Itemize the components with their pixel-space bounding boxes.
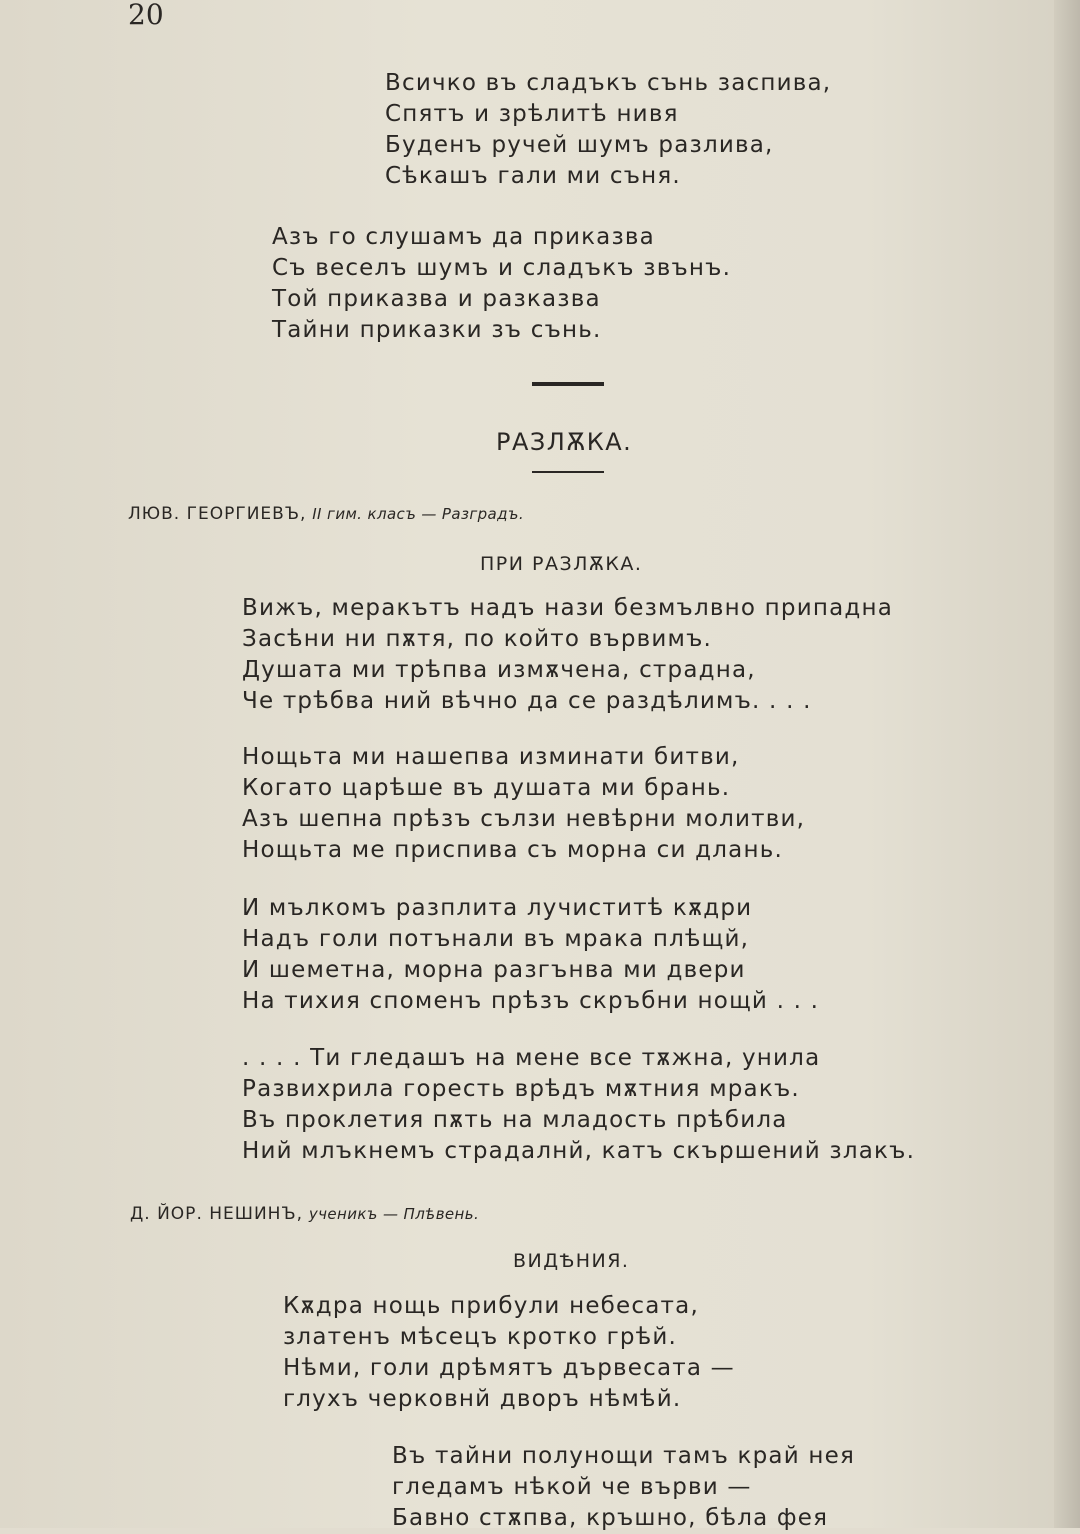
verse-line: Нощьта ме приспива съ морна си длань. [242, 837, 783, 863]
verse-line: И мълкомъ разплита лучиститѣ кѫдри [242, 895, 753, 921]
poem-1-stanza-2 [242, 742, 805, 866]
poem-1-stanza-1 [242, 593, 893, 717]
verse-line: Че трѣбва ний вѣчно да се раздѣлимъ. . . . [242, 688, 812, 714]
verse-line: И шеметна, морна разгънва ми двери [242, 957, 746, 983]
section-title: РАЗЛѪКА. [496, 428, 633, 456]
verse-line: Нѣми, голи дрѣмятъ дървесата — [283, 1355, 735, 1381]
verse-line: Бавно стѫпва, кръшно, бѣла фея [392, 1505, 829, 1531]
poem-2-stanza-2 [392, 1441, 855, 1534]
page-number: 20 [128, 0, 164, 31]
book-gutter [1054, 0, 1080, 1528]
author-byline-1 [128, 504, 524, 524]
verse-line: Буденъ ручей шумъ разлива, [385, 132, 774, 158]
verse-line: . . . . Ти гледашъ на мене все тѫжна, унила [242, 1045, 821, 1071]
title-underline [532, 471, 604, 473]
verse-line: Той приказва и разказва [272, 286, 601, 312]
poem-2-stanza-1 [283, 1291, 735, 1415]
author-byline-2 [130, 1204, 479, 1224]
poem-2-title: ВИДѢНИЯ. [513, 1250, 630, 1272]
author-details: ученикъ — Плѣвень. [308, 1205, 480, 1223]
verse-line: Вижъ, меракътъ надъ нази безмълвно припадна [242, 595, 894, 621]
verse-line: Ний млъкнемъ страдалнй, катъ скършений злакъ. [242, 1138, 916, 1164]
verse-line: глухъ черковнй дворъ нѣмѣй. [283, 1386, 682, 1412]
verse-line: Засѣни ни пѫтя, по който вървимъ. [242, 626, 713, 652]
verse-line: Кѫдра нощь прибули небесата, [283, 1293, 699, 1319]
author-details: II гим. класъ — Разградъ. [312, 505, 525, 523]
verse-line: златенъ мѣсецъ кротко грѣй. [283, 1324, 678, 1350]
verse-line: Нощьта ми нашепва изминати битви, [242, 744, 740, 770]
verse-line: Надъ голи потънали въ мрака плѣщй, [242, 926, 750, 952]
verse-line: Душата ми трѣпва измѫчена, страдна, [242, 657, 756, 683]
verse-line: гледамъ нѣкой че върви — [392, 1474, 752, 1500]
verse-line: Въ проклетия пѫть на младость прѣбила [242, 1107, 788, 1133]
poem-1-stanza-4 [242, 1043, 915, 1167]
verse-line: Всичко въ сладъкъ сънь заспива, [385, 70, 832, 96]
opening-stanza-2 [272, 222, 731, 346]
verse-line: Когато царѣше въ душата ми брань. [242, 775, 731, 801]
verse-line: Азъ шепна прѣзъ сълзи невѣрни молитви, [242, 806, 806, 832]
verse-line: Спятъ и зрѣлитѣ нивя [385, 101, 679, 127]
verse-line: Азъ го слушамъ да приказва [272, 224, 655, 250]
author-name: ЛЮВ. ГЕОРГИЕВЪ, [128, 504, 307, 524]
section-divider [532, 382, 604, 386]
poem-1-title: ПРИ РАЗЛѪКА. [480, 553, 643, 575]
verse-line: Съ веселъ шумъ и сладъкъ звънъ. [272, 255, 732, 281]
opening-stanza-1 [385, 68, 831, 192]
verse-line: Въ тайни полунощи тамъ край нея [392, 1443, 856, 1469]
verse-line: Тайни приказки зъ сънь. [272, 317, 602, 343]
verse-line: На тихия споменъ прѣзъ скръбни нощй . . . [242, 988, 820, 1014]
poem-1-stanza-3 [242, 893, 819, 1017]
verse-line: Сѣкашъ гали ми съня. [385, 163, 681, 189]
author-name: Д. ЙОР. НЕШИНЪ, [130, 1204, 304, 1224]
verse-line: Развихрила горесть врѣдъ мѫтния мракъ. [242, 1076, 800, 1102]
